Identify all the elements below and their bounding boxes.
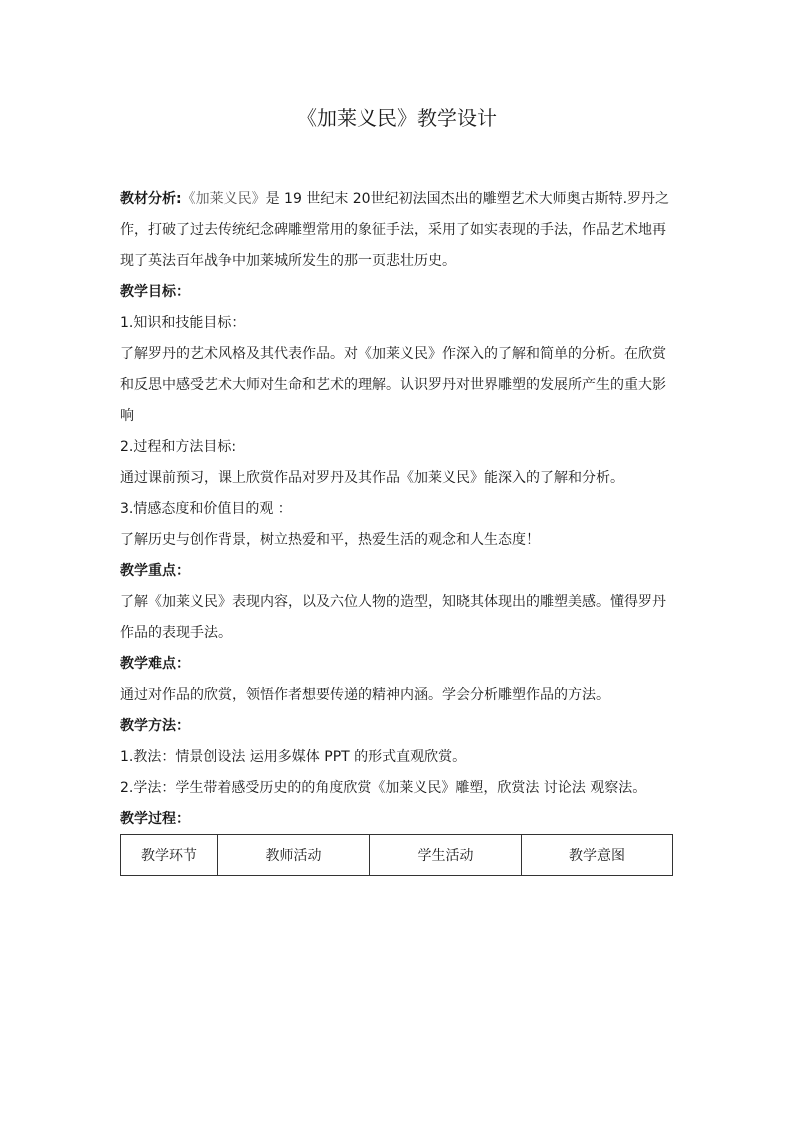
table-header-cell: 教学环节 (121, 835, 218, 876)
goal-1-text-1: 了解罗丹的艺术风格及其代表作品。对《加莱义民》作深入的了解和简单的分析。在欣赏 (120, 346, 666, 362)
analysis-text: 是 19 世纪末 20世纪初法国杰出的雕塑艺术大师奥古斯特.罗丹之 (265, 191, 670, 207)
analysis-line-1 (120, 184, 680, 215)
goal-3-text: 了解历史与创作背景，树立热爱和平，热爱生活的观念和人生态度！ (120, 532, 540, 548)
goals-heading: 教学目标： (120, 284, 190, 300)
table-header-cell: 教学意图 (522, 835, 673, 876)
key-points-heading: 教学重点： (120, 563, 190, 579)
goal-1-title: 1.知识和技能目标： (120, 315, 246, 331)
goal-2-text: 通过课前预习，课上欣赏作品对罗丹及其作品《加莱义民》能深入的了解和分析。 (120, 470, 624, 486)
process-table (120, 834, 673, 876)
page-title: 《加莱义民》教学设计 (297, 106, 497, 130)
methods-heading: 教学方法： (120, 718, 190, 734)
table-header-cell: 教师活动 (218, 835, 370, 876)
process-heading: 教学过程： (120, 811, 190, 827)
key-points-text-1: 了解《加莱义民》表现内容，以及六位人物的造型，知晓其体现出的雕塑美感。懂得罗丹 (120, 594, 666, 610)
difficulties-text: 通过对作品的欣赏，领悟作者想要传递的精神内涵。学会分析雕塑作品的方法。 (120, 687, 610, 703)
table-header-cell: 学生活动 (370, 835, 522, 876)
goal-3-title: 3.情感态度和价值目的观 ： (120, 501, 292, 517)
difficulties-heading: 教学难点： (120, 656, 190, 672)
methods-learning: 2.学法：学生带着感受历史的的角度欣赏《加莱义民》雕塑，欣赏法 讨论法 观察法。 (120, 780, 647, 796)
methods-teaching: 1.教法：情景创设法 运用多媒体 PPT 的形式直观欣赏。 (120, 749, 467, 765)
key-points-text-2: 作品的表现手法。 (120, 625, 232, 641)
analysis-label: 教材分析: (120, 191, 182, 207)
goal-2-title: 2.过程和方法目标: (120, 439, 237, 455)
analysis-work-title: 《加莱义民》 (181, 191, 266, 207)
goal-1-text-3: 响 (120, 408, 134, 424)
goal-1-text-2: 和反思中感受艺术大师对生命和艺术的理解。认识罗丹对世界雕塑的发展所产生的重大影 (120, 377, 666, 393)
table-header-row (121, 835, 673, 876)
analysis-line-2: 作，打破了过去传统纪念碑雕塑常用的象征手法，采用了如实表现的手法，作品艺术地再 (120, 222, 666, 238)
analysis-line-3: 现了英法百年战争中加莱城所发生的那一页悲壮历史。 (120, 253, 456, 269)
document-body (120, 184, 680, 835)
